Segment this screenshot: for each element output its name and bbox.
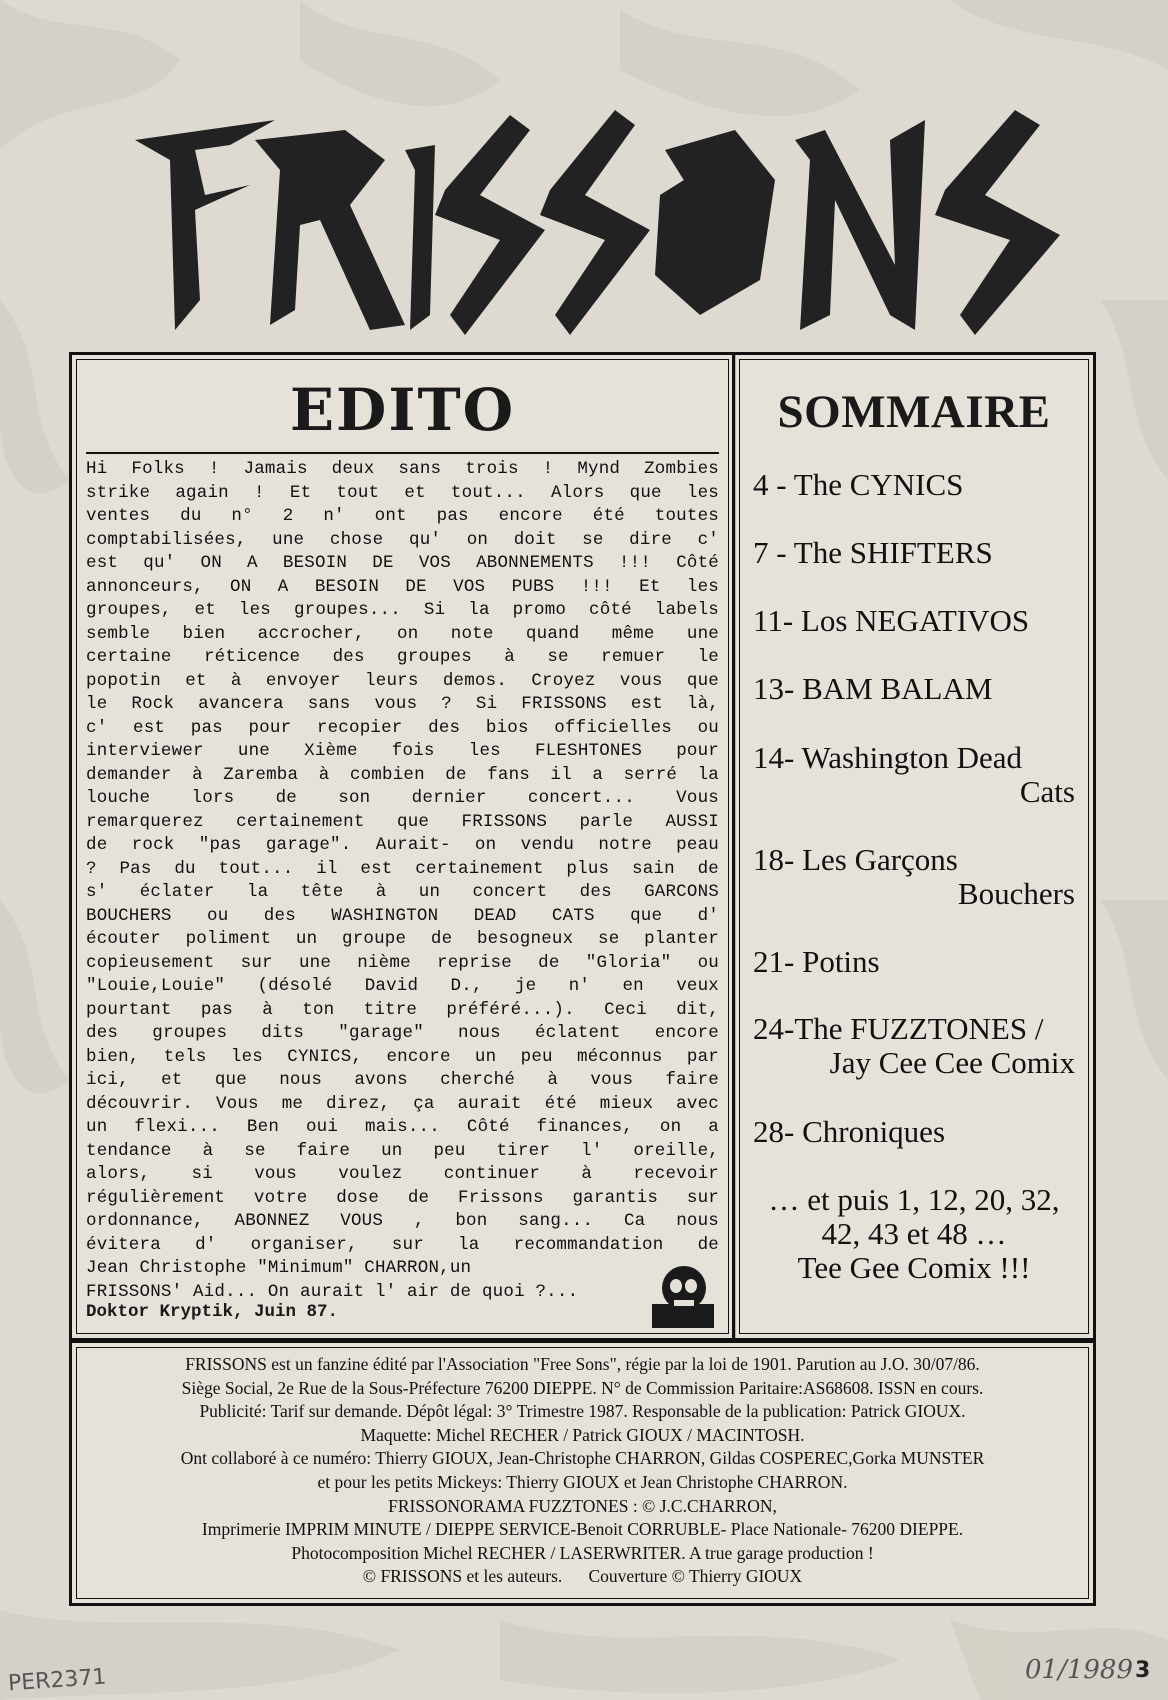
toc-item-label: 14- Washington Dead <box>753 740 1022 775</box>
edito-line: semble bien accrocher, on note quand même une <box>86 623 719 644</box>
edito-line: de rock "pas garage". Aurait- on vendu notre peau <box>86 835 719 855</box>
credits-text <box>86 1353 1079 1589</box>
edito-line: découvrir. Vous me direz, ça aurait été mieux avec <box>86 1093 719 1114</box>
toc-item-label-continued: Jay Cee Cee Comix <box>829 1045 1075 1080</box>
credits-line: FRISSONORAMA FUZZTONES : © J.C.CHARRON, <box>388 1495 777 1516</box>
edito-line: copieusement sur une nième reprise de "Gloria" ou <box>86 952 719 973</box>
edito-line: bien, tels les CYNICS, encore un peu méconnus par <box>86 1046 719 1067</box>
toc-item-label: 7 - The SHIFTERS <box>753 535 993 570</box>
edito-line: ventes du n° 2 n' ont pas encore été toutes <box>86 506 719 526</box>
toc-item <box>753 741 1075 809</box>
edito-line: popotin et à envoyer leurs demos. Croyez vous que <box>86 670 719 691</box>
toc-extras-line: … et puis 1, 12, 20, 32, <box>768 1182 1060 1217</box>
toc-item <box>753 945 1075 979</box>
toc-item <box>753 1115 1075 1149</box>
toc-item <box>753 1012 1075 1080</box>
edito-line: interviewer une Xième fois les FLESHTONES pour <box>86 741 719 761</box>
edito-line: BOUCHERS ou des WASHINGTON DEAD CATS que d' <box>86 905 719 926</box>
toc-item-label: 18- Les Garçons <box>753 842 958 877</box>
edito-line: c' est pas pour recopier des bios officielles ou <box>86 717 719 738</box>
skull-mascot-icon <box>648 1262 718 1330</box>
masthead-logo <box>135 100 1090 340</box>
edito-line: tendance à se faire un peu tirer l' oreille, <box>86 1140 719 1161</box>
edito-line: louche lors de son dernier concert... Vous <box>86 788 719 808</box>
edito-line: un flexi... Ben oui mais... Côté finances, on a <box>86 1117 719 1137</box>
edito-line: FRISSONS' Aid... On aurait l' air de quoi ?... <box>86 1281 579 1302</box>
edito-line: des groupes dits "garage" nous éclatent encore <box>86 1023 719 1043</box>
archive-date-stamp: 01/1989 <box>1025 1655 1134 1685</box>
edito-line: demander à Zaremba à combien de fans il a serré la <box>86 764 719 785</box>
toc-item-label: 28- Chroniques <box>753 1114 946 1149</box>
toc-extras-line: 42, 43 et 48 … <box>821 1216 1007 1251</box>
toc-item-label: 4 - The CYNICS <box>753 467 964 502</box>
edito-line: régulièrement votre dose de Frissons garantis sur <box>86 1187 719 1208</box>
edito-divider <box>86 452 719 454</box>
edito-line: remarquerez certainement que FRISSONS parle AUSSI <box>86 811 719 832</box>
edito-line: annonceurs, ON A BESOIN DE VOS PUBS !!! Et les <box>86 576 719 597</box>
edito-signature: Doktor Kryptik, Juin 87. <box>86 1302 339 1322</box>
toc-item <box>753 536 1075 570</box>
toc-extras-line: Tee Gee Comix !!! <box>797 1250 1031 1285</box>
edito-box <box>69 352 736 1341</box>
credits-line: Imprimerie IMPRIM MINUTE / DIEPPE SERVICE-Benoit CORRUBLE- Place Nationale- 76200 DIEPPE. <box>201 1519 964 1540</box>
edito-line: est qu' ON A BESOIN DE VOS ABONNEMENTS !!! Côté <box>86 553 719 573</box>
credits-line: Publicité: Tarif sur demande. Dépôt légal: 3° Trimestre 1987. Responsable de la publication: Patrick GIOUX. <box>199 1401 966 1422</box>
toc-item <box>753 604 1075 638</box>
toc-item <box>753 468 1075 502</box>
edito-line: groupes, et les groupes... Si la promo côté labels <box>86 600 719 620</box>
edito-line: alors, si vous voulez continuer à recevoir <box>86 1164 719 1184</box>
edito-line: comptabilisées, une chose qu' on doit se dire c' <box>86 529 719 550</box>
toc-item <box>753 843 1075 911</box>
sommaire-box <box>732 352 1096 1341</box>
credits-line: Photocomposition Michel RECHER / LASERWRITER. A true garage production ! <box>291 1542 874 1563</box>
sommaire-title: SOMMAIRE <box>777 386 1051 438</box>
edito-line: "Louie,Louie" (désolé David D., je n' en veux <box>86 976 719 996</box>
credits-box <box>69 1340 1096 1606</box>
edito-line: le Rock avancera sans vous ? Si FRISSONS est là, <box>86 694 719 714</box>
toc-item-label: 13- BAM BALAM <box>753 671 993 706</box>
edito-line: strike again ! Et tout et tout... Alors que les <box>86 482 719 503</box>
edito-line: ordonnance, ABONNEZ VOUS , bon sang... Ca nous <box>86 1211 719 1231</box>
edito-line: ici, et que nous avons cherché à vous faire <box>86 1070 719 1090</box>
edito-body <box>86 458 719 1304</box>
toc-item-label: 21- Potins <box>753 944 880 979</box>
catalog-stamp: PER2371 <box>7 1664 108 1697</box>
page-number: 3 <box>1135 1658 1151 1683</box>
toc-item-label-continued: Cats <box>1019 774 1075 809</box>
credits-line: et pour les petits Mickeys: Thierry GIOUX et Jean Christophe CHARRON. <box>317 1471 848 1492</box>
toc-item-label-continued: Bouchers <box>957 876 1075 911</box>
edito-line: certaine réticence des groupes à se remuer le <box>86 647 719 667</box>
credits-line: © FRISSONS et les auteurs. Couverture © Thierry GIOUX <box>362 1566 803 1587</box>
edito-title: EDITO <box>289 376 516 444</box>
toc-extras <box>753 1183 1075 1285</box>
edito-line: ? Pas du tout... il est certainement plus sain de <box>86 858 719 879</box>
credits-line: Siège Social, 2e Rue de la Sous-Préfecture 76200 DIEPPE. N° de Commission Paritaire:AS68608. ISSN en cours. <box>181 1377 984 1398</box>
toc-item <box>753 672 1075 706</box>
credits-line: Ont collaboré à ce numéro: Thierry GIOUX, Jean-Christophe CHARRON, Gildas COSPEREC,Gorka MUNSTER <box>180 1448 985 1469</box>
edito-line: Hi Folks ! Jamais deux sans trois ! Mynd Zombies <box>86 459 719 479</box>
toc-item-label: 11- Los NEGATIVOS <box>753 603 1030 638</box>
edito-line: s' éclater la tête à un concert des GARCONS <box>86 882 719 902</box>
credits-line: Maquette: Michel RECHER / Patrick GIOUX / MACINTOSH. <box>360 1424 805 1445</box>
edito-line: pourtant pas à ton titre préféré...). Ceci dit, <box>86 999 719 1020</box>
toc-item-label: 24-The FUZZTONES / <box>753 1011 1044 1046</box>
credits-line: FRISSONS est un fanzine édité par l'Association "Free Sons", régie par la loi de 1901. Parution au J.O. 30/07/86. <box>185 1354 980 1374</box>
edito-line: écouter poliment un groupe de besogneux se planter <box>86 929 719 949</box>
edito-line: Jean Christophe "Minimum" CHARRON,un <box>86 1258 472 1278</box>
edito-line: évitera d' organiser, sur la recommandation de <box>86 1234 719 1255</box>
